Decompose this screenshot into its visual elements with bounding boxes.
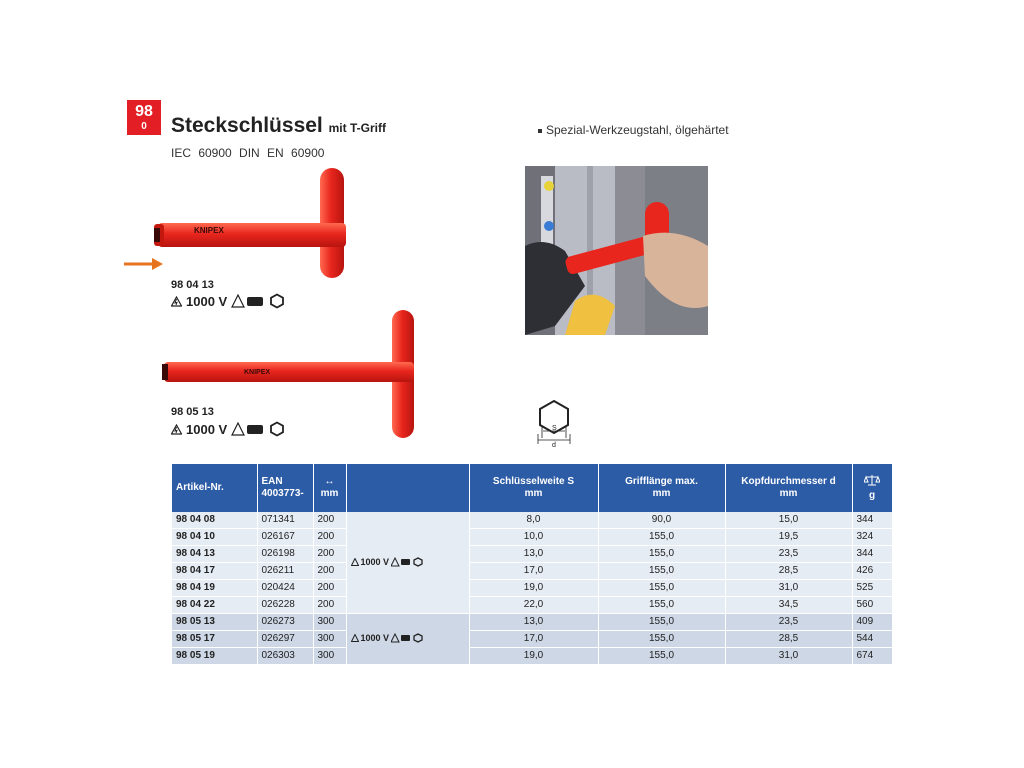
col-symbols [346, 464, 469, 512]
hex-s-label: S [552, 425, 557, 432]
voltage-warning-icon [171, 424, 182, 435]
hexagon-icon [413, 557, 423, 567]
feature-text: Spezial-Werkzeugstahl, ölgehärtet [546, 123, 729, 137]
usage-photo [525, 166, 708, 335]
table-row: 98 04 19 020424 200 19,0 155,0 31,0 525 [172, 580, 892, 597]
series-badge [127, 100, 161, 135]
table-row: 98 04 08 071341 200 1000 V 8,0 90,0 15,0 344 [172, 512, 892, 529]
col-head-diameter: Kopfdurchmesser d mm [725, 464, 852, 512]
hexagon-icon [269, 293, 285, 309]
title-suffix: mit T-Griff [328, 121, 386, 135]
page-title [171, 114, 386, 138]
feature-bullet [538, 123, 729, 137]
col-article: Artikel-Nr. [172, 464, 257, 512]
col-ean: EAN 4003773- [257, 464, 313, 512]
bullet-square-icon [538, 129, 542, 133]
voltage-rating-2 [171, 421, 285, 437]
t-handle-wrench-200-image [150, 166, 360, 280]
col-length: ↔ mm [313, 464, 346, 512]
norms-line: IEC 60900 DIN EN 60900 [171, 146, 325, 160]
table-row: 98 04 13 026198 200 13,0 155,0 23,5 344 [172, 546, 892, 563]
table-row: 98 05 17 026297 300 17,0 155,0 28,5 544 [172, 631, 892, 648]
insulation-symbols-icon [391, 633, 411, 643]
title-main: Steckschlüssel [171, 114, 323, 137]
table-row: 98 05 13 026273 300 1000 V 13,0 155,0 23,5 409 [172, 614, 892, 631]
insulation-symbols-icon [391, 557, 411, 567]
col-key-size: Schlüsselweite S mm [469, 464, 598, 512]
table-header-row [172, 464, 892, 512]
voltage-warning-icon [351, 634, 359, 642]
table-row: 98 04 17 026211 200 17,0 155,0 28,5 426 [172, 563, 892, 580]
table-row: 98 04 10 026167 200 10,0 155,0 19,5 324 [172, 529, 892, 546]
voltage-text-2: 1000 V [186, 421, 228, 437]
group-symbols-300: 1000 V [346, 614, 469, 665]
hex-d-label: d [552, 442, 556, 448]
col-grip-length: Grifflänge max. mm [598, 464, 725, 512]
voltage-text-1: 1000 V [186, 293, 228, 309]
length-arrow-icon: ↔ [324, 476, 335, 487]
badge-series-number: 98 [135, 103, 153, 120]
imprint-brand-1: KNIPEX [194, 226, 224, 235]
table-row: 98 05 19 026303 300 19,0 155,0 31,0 674 [172, 648, 892, 665]
hexagon-icon [269, 421, 285, 437]
hexagon-icon [413, 633, 423, 643]
voltage-warning-icon [171, 296, 182, 307]
product-code-2: 98 05 13 [171, 406, 214, 418]
table-row: 98 04 22 026228 200 22,0 155,0 34,5 560 [172, 597, 892, 614]
usage-photo-illustration [525, 166, 708, 335]
badge-sub-number: 0 [141, 121, 147, 132]
product-code-1: 98 04 13 [171, 279, 214, 291]
group-symbols-200: 1000 V [346, 512, 469, 614]
voltage-rating-1 [171, 293, 285, 309]
imprint-brand-2: KNIPEX [244, 369, 271, 376]
col-weight: g [852, 464, 892, 512]
voltage-warning-icon [351, 558, 359, 566]
spec-table [172, 464, 893, 665]
insulation-symbols-icon [231, 294, 265, 308]
hex-socket-diagram [534, 398, 574, 448]
scale-icon [864, 474, 880, 486]
insulation-symbols-icon [231, 422, 265, 436]
